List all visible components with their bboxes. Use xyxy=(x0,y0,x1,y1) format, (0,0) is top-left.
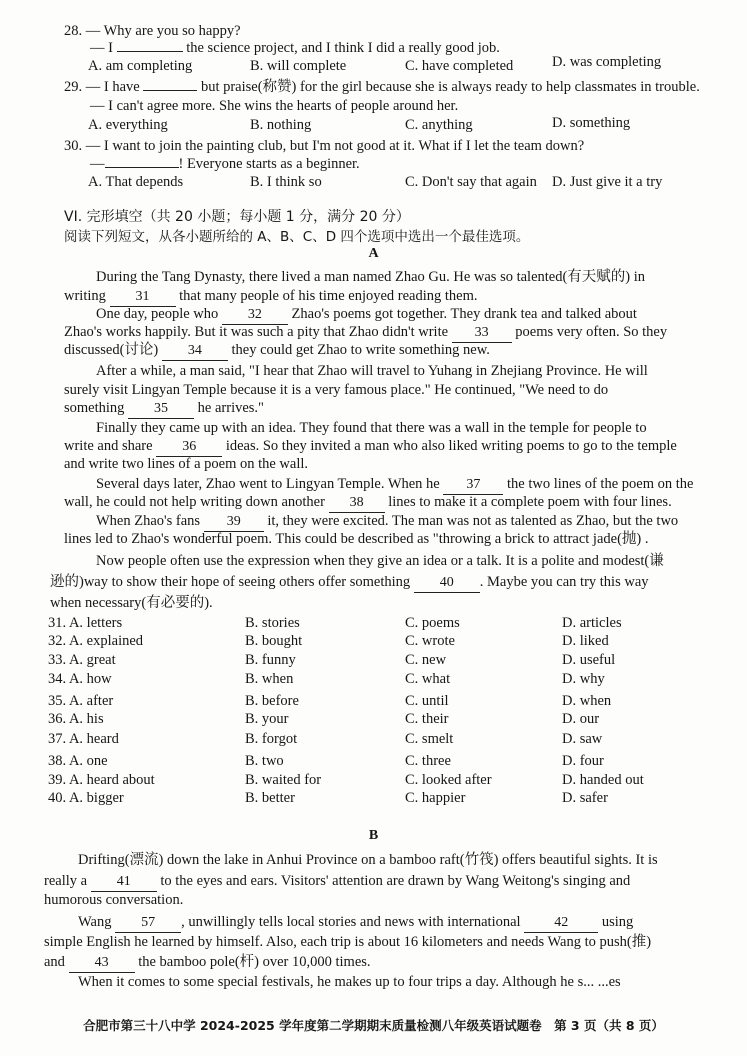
q29-line2: — I can't agree more. She wins the hearts of people around her. xyxy=(90,98,459,114)
q28-option-a: A. am completing xyxy=(88,58,193,74)
q28-line2: — I the science project, and I think I did a really good job. xyxy=(90,40,500,56)
passage-b-p2-l3: and 43 the bamboo pole(杆) over 10,000 times. xyxy=(44,953,371,973)
q28-stem: 28. — Why are you so happy? xyxy=(64,23,241,39)
passage-b-p1-l1: Drifting(漂流) down the lake in Anhui Province on a bamboo raft(竹筏) offers beautiful sights. It is xyxy=(78,852,658,868)
passage-b-label: B xyxy=(368,828,379,843)
q28-option-c: C. have completed xyxy=(405,58,514,74)
passage-a-p2-l3: discussed(讨论) 34 they could get Zhao to write something new. xyxy=(64,341,490,361)
option-38-d: D. four xyxy=(562,753,604,769)
option-31-c: C. poems xyxy=(405,615,460,631)
passage-b-p1-l3: humorous conversation. xyxy=(44,892,184,908)
option-34-b: B. when xyxy=(245,671,294,687)
blank-57: 57 xyxy=(115,914,181,933)
option-32-b: B. bought xyxy=(245,633,303,649)
blank-32: 32 xyxy=(222,306,288,325)
q30-stem: 30. — I want to join the painting club, but I'm not good at it. What if I let the team down? xyxy=(64,138,585,154)
blank-39: 39 xyxy=(204,513,264,532)
option-33-b: B. funny xyxy=(245,652,296,668)
passage-b-p2-l1: Wang 57 , unwillingly tells local stories and news with international 42 using xyxy=(78,913,633,933)
option-37-d: D. saw xyxy=(562,731,603,747)
option-34-a: 34. A. how xyxy=(48,671,112,687)
option-33-a: 33. A. great xyxy=(48,652,116,668)
option-32-c: C. wrote xyxy=(405,633,455,649)
passage-a-p2-l1: One day, people who 32 Zhao's poems got together. They drank tea and talked about xyxy=(96,305,637,325)
q29-stem: 29. — I have but praise(称赞) for the girl because she is always ready to help classmates in trouble. xyxy=(64,79,700,95)
option-33-d: D. useful xyxy=(562,652,616,668)
q29-option-b: B. nothing xyxy=(250,117,312,133)
option-40-a: 40. A. bigger xyxy=(48,790,124,806)
page-footer: 合肥市第三十八中学 2024-2025 学年度第二学期期末质量检测八年级英语试题卷 第 3 页（共 8 页） xyxy=(83,1018,664,1033)
option-38-c: C. three xyxy=(405,753,451,769)
blank-33: 33 xyxy=(452,324,512,343)
blank-34: 34 xyxy=(162,342,228,361)
q30-line2: — ! Everyone starts as a beginner. xyxy=(90,156,360,172)
section-instruction: 阅读下列短文，从各小题所给的 A、B、C、D 四个选项中选出一个最佳选项。 xyxy=(64,229,530,245)
passage-a-p5-l1: Several days later, Zhao went to Lingyan Temple. When he 37 the two lines of the poem on the xyxy=(96,475,693,495)
passage-a-label: A xyxy=(368,246,379,261)
q30-option-d: D. Just give it a try xyxy=(552,174,663,190)
q30-option-b: B. I think so xyxy=(250,174,322,190)
section-title: VI. 完形填空（共 20 小题；每小题 1 分，满分 20 分） xyxy=(64,209,410,225)
option-37-b: B. forgot xyxy=(245,731,298,747)
blank-35: 35 xyxy=(128,400,194,419)
option-35-d: D. when xyxy=(562,693,612,709)
passage-a-p3-l2: surely visit Lingyan Temple because it is a very famous place." He continued, "We need to do xyxy=(64,382,609,398)
passage-a-p4-l3: and write two lines of a poem on the wall. xyxy=(64,456,309,472)
q29-option-c: C. anything xyxy=(405,117,473,133)
blank-42: 42 xyxy=(524,914,598,933)
blank-43: 43 xyxy=(69,954,135,973)
option-31-a: 31. A. letters xyxy=(48,615,123,631)
passage-a-p3-l3: something 35 he arrives." xyxy=(64,399,264,419)
passage-b-p2-l2: simple English he learned by himself. Also, each trip is about 16 kilometers and needs Wang to push(推) xyxy=(44,934,652,950)
passage-a-p6-l2: lines led to Zhao's wonderful poem. This could be described as "throwing a brick to attract jade(抛) . xyxy=(64,531,649,547)
q29-option-a: A. everything xyxy=(88,117,168,133)
option-37-a: 37. A. heard xyxy=(48,731,119,747)
blank-41: 41 xyxy=(91,873,157,892)
q29-option-d: D. something xyxy=(552,115,631,131)
option-34-d: D. why xyxy=(562,671,605,687)
passage-a-p4-l2: write and share 36 ideas. So they invited a man who also liked writing poems to go to the temple xyxy=(64,437,677,457)
passage-a-p5-l2: wall, he could not help writing down another 38 lines to make it a complete poem with four lines. xyxy=(64,493,672,513)
passage-b-p1-l2: really a 41 to the eyes and ears. Visitors' attention are drawn by Wang Weitong's singing and xyxy=(44,872,630,892)
option-35-a: 35. A. after xyxy=(48,693,114,709)
option-32-d: D. liked xyxy=(562,633,609,649)
option-38-b: B. two xyxy=(245,753,284,769)
option-35-c: C. until xyxy=(405,693,449,709)
option-39-a: 39. A. heard about xyxy=(48,772,155,788)
option-40-c: C. happier xyxy=(405,790,466,806)
q28-option-b: B. will complete xyxy=(250,58,347,74)
option-36-c: C. their xyxy=(405,711,449,727)
passage-a-p3-l1: After a while, a man said, "I hear that Zhao will travel to Yuhang in Zhejiang Province. He will xyxy=(96,363,648,379)
q30-option-a: A. That depends xyxy=(88,174,184,190)
option-36-d: D. our xyxy=(562,711,600,727)
option-38-a: 38. A. one xyxy=(48,753,108,769)
option-31-b: B. stories xyxy=(245,615,300,631)
passage-a-p1-l2: writing 31 that many people of his time enjoyed reading them. xyxy=(64,287,478,307)
blank-36: 36 xyxy=(156,438,222,457)
option-36-a: 36. A. his xyxy=(48,711,104,727)
q28-option-d: D. was completing xyxy=(552,54,662,70)
passage-a-p7-l3: when necessary(有必要的). xyxy=(50,595,213,611)
passage-a-p4-l1: Finally they came up with an idea. They found that there was a wall in the temple for people to xyxy=(96,420,647,436)
option-37-c: C. smelt xyxy=(405,731,454,747)
blank-31: 31 xyxy=(110,288,176,307)
option-39-c: C. looked after xyxy=(405,772,492,788)
option-39-d: D. handed out xyxy=(562,772,644,788)
option-40-b: B. better xyxy=(245,790,295,806)
passage-b-p3-l1: When it comes to some special festivals, he makes up to four trips a day. Although he s... ...es xyxy=(78,974,621,990)
blank-40: 40 xyxy=(414,574,480,593)
option-35-b: B. before xyxy=(245,693,299,709)
option-36-b: B. your xyxy=(245,711,289,727)
option-33-c: C. new xyxy=(405,652,447,668)
blank-37: 37 xyxy=(443,476,503,495)
passage-a-p6-l1: When Zhao's fans 39 it, they were excited. The man was not as talented as Zhao, but the two xyxy=(96,512,678,532)
passage-a-p7-l2: 逊的)way to show their hope of seeing others offer something 40 . Maybe you can try this way xyxy=(50,573,649,593)
passage-a-p2-l2: Zhao's works happily. But it was such a pity that Zhao didn't write 33 poems very often. So they xyxy=(64,323,667,343)
passage-a-p1-l1: During the Tang Dynasty, there lived a man named Zhao Gu. He was so talented(有天赋的) in xyxy=(96,269,646,285)
option-40-d: D. safer xyxy=(562,790,608,806)
option-34-c: C. what xyxy=(405,671,451,687)
option-31-d: D. articles xyxy=(562,615,622,631)
option-32-a: 32. A. explained xyxy=(48,633,144,649)
q30-option-c: C. Don't say that again xyxy=(405,174,537,190)
option-39-b: B. waited for xyxy=(245,772,322,788)
blank-38: 38 xyxy=(329,494,385,513)
passage-a-p7-l1: Now people often use the expression when they give an idea or a talk. It is a polite and modest(谦 xyxy=(96,553,664,569)
